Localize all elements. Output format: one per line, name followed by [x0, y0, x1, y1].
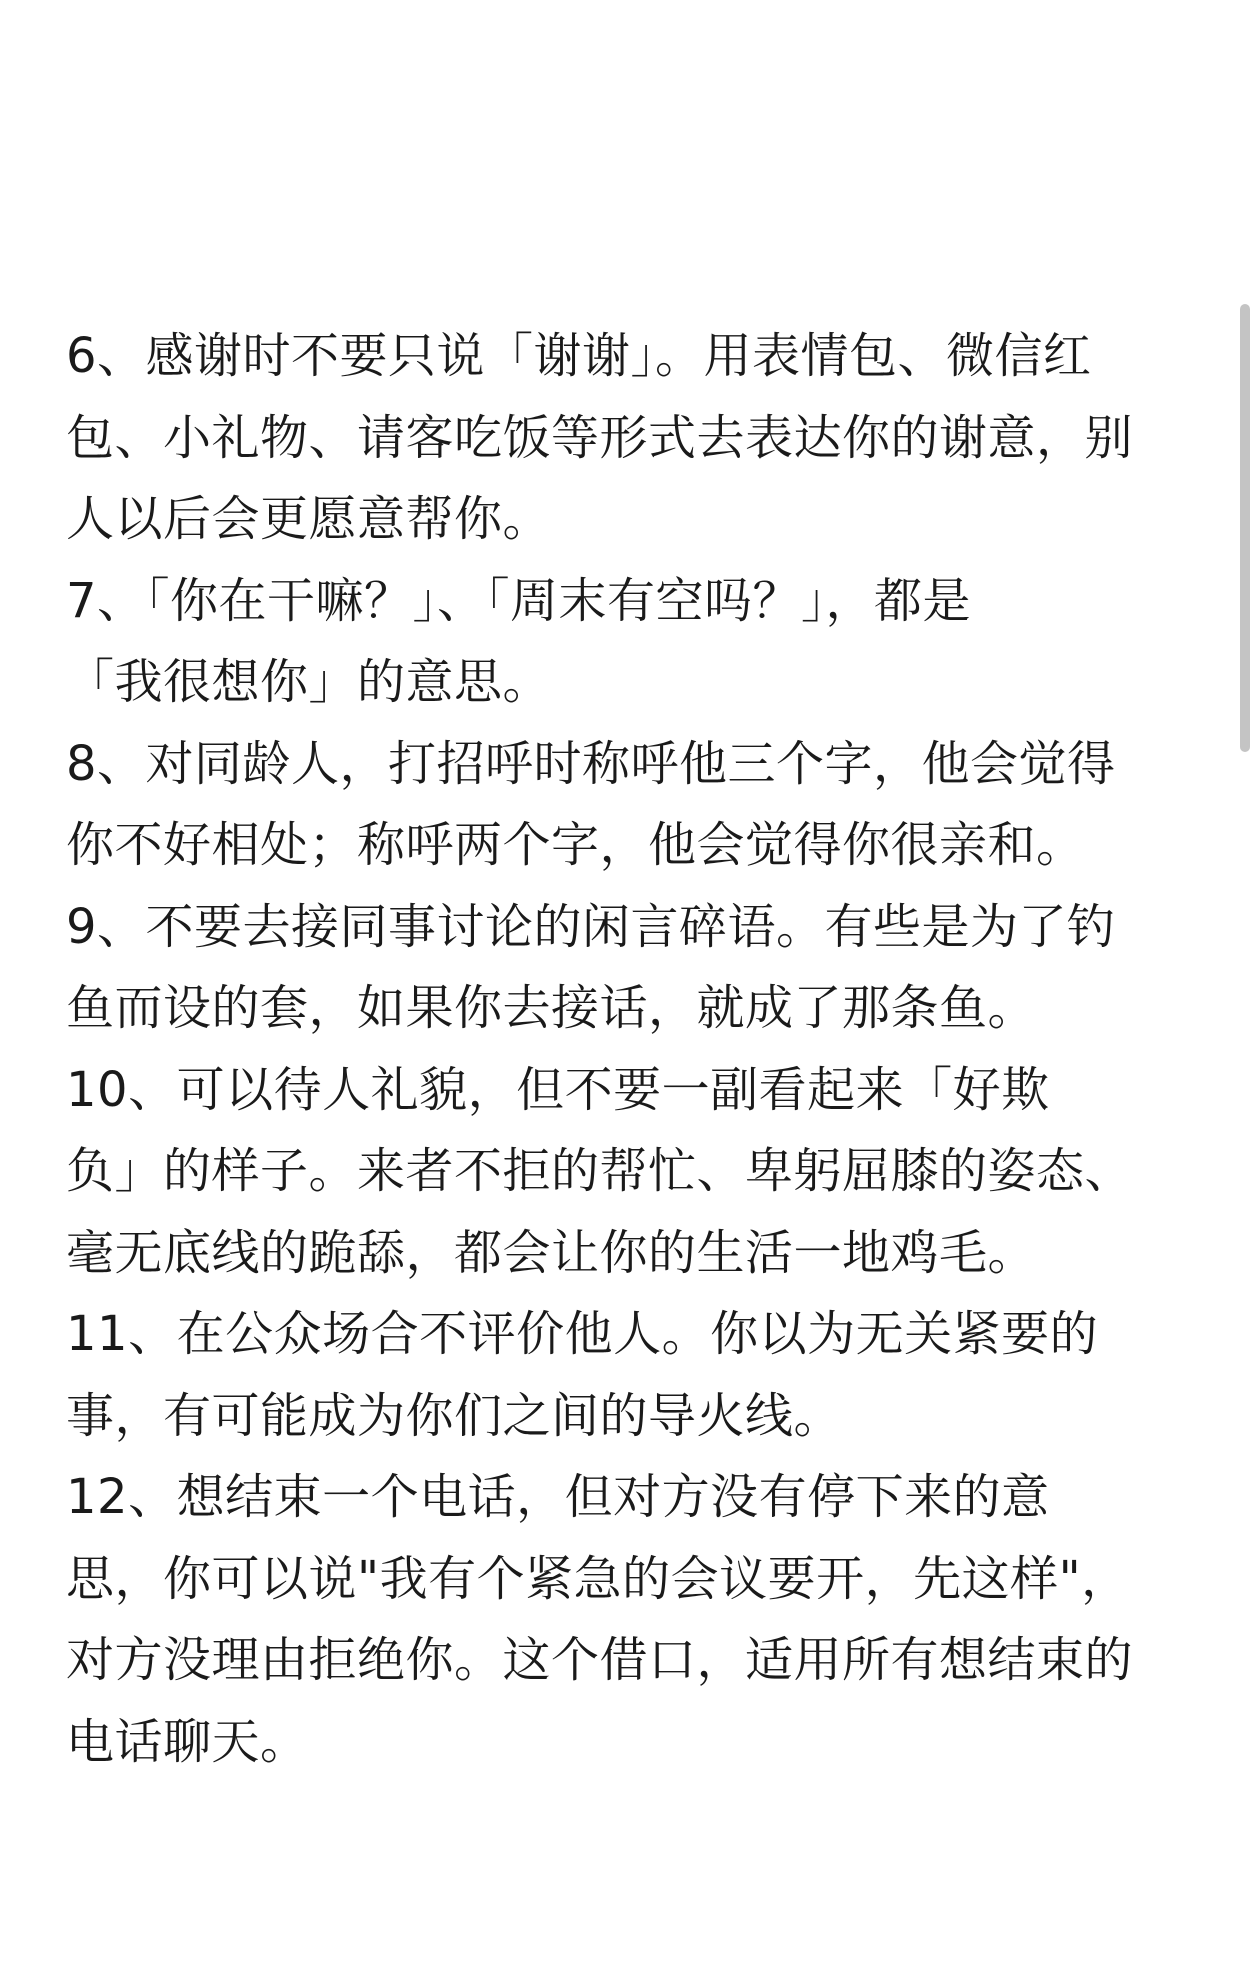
text-line: 你不好相处；称呼两个字，他会觉得你很亲和。 [66, 817, 1085, 873]
text-line: 毫无底线的跪舔，都会让你的生活一地鸡毛。 [66, 1224, 1037, 1281]
text-line: 9、不要去接同事讨论的闲言碎语。有些是为了钓 [66, 898, 1116, 955]
scrollbar-thumb[interactable] [1240, 304, 1250, 752]
text-line: 7、「你在干嘛？」、「周末有空吗？」，都是 [66, 572, 972, 629]
text-line: 6、感谢时不要只说「谢谢」。用表情包、微信红 [66, 328, 1092, 384]
document-text [66, 316, 1196, 1783]
text-line: 电话聊天。 [66, 1713, 309, 1770]
text-line: 「我很想你」的意思。 [66, 654, 552, 710]
text-line: 人以后会更愿意帮你。 [66, 491, 552, 547]
text-line: 鱼而设的套，如果你去接话，就成了那条鱼。 [66, 980, 1037, 1036]
text-line: 负」的样子。来者不拒的帮忙、卑躬屈膝的姿态、 [66, 1143, 1134, 1199]
text-line: 对方没理由拒绝你。这个借口，适用所有想结束的 [66, 1632, 1134, 1688]
text-line: 事，有可能成为你们之间的导火线。 [66, 1387, 843, 1444]
text-line: 包、小礼物、请客吃饭等形式去表达你的谢意，别 [66, 409, 1134, 466]
text-line: 12、想结束一个电话，但对方没有停下来的意 [66, 1469, 1050, 1525]
text-line: 思，你可以说"我有个紧急的会议要开，先这样"， [66, 1550, 1130, 1607]
text-line: 10、可以待人礼貌，但不要一副看起来「好欺 [66, 1061, 1050, 1118]
text-line: 8、对同龄人，打招呼时称呼他三个字，他会觉得 [66, 735, 1116, 792]
text-line: 11、在公众场合不评价他人。你以为无关紧要的 [66, 1306, 1099, 1362]
